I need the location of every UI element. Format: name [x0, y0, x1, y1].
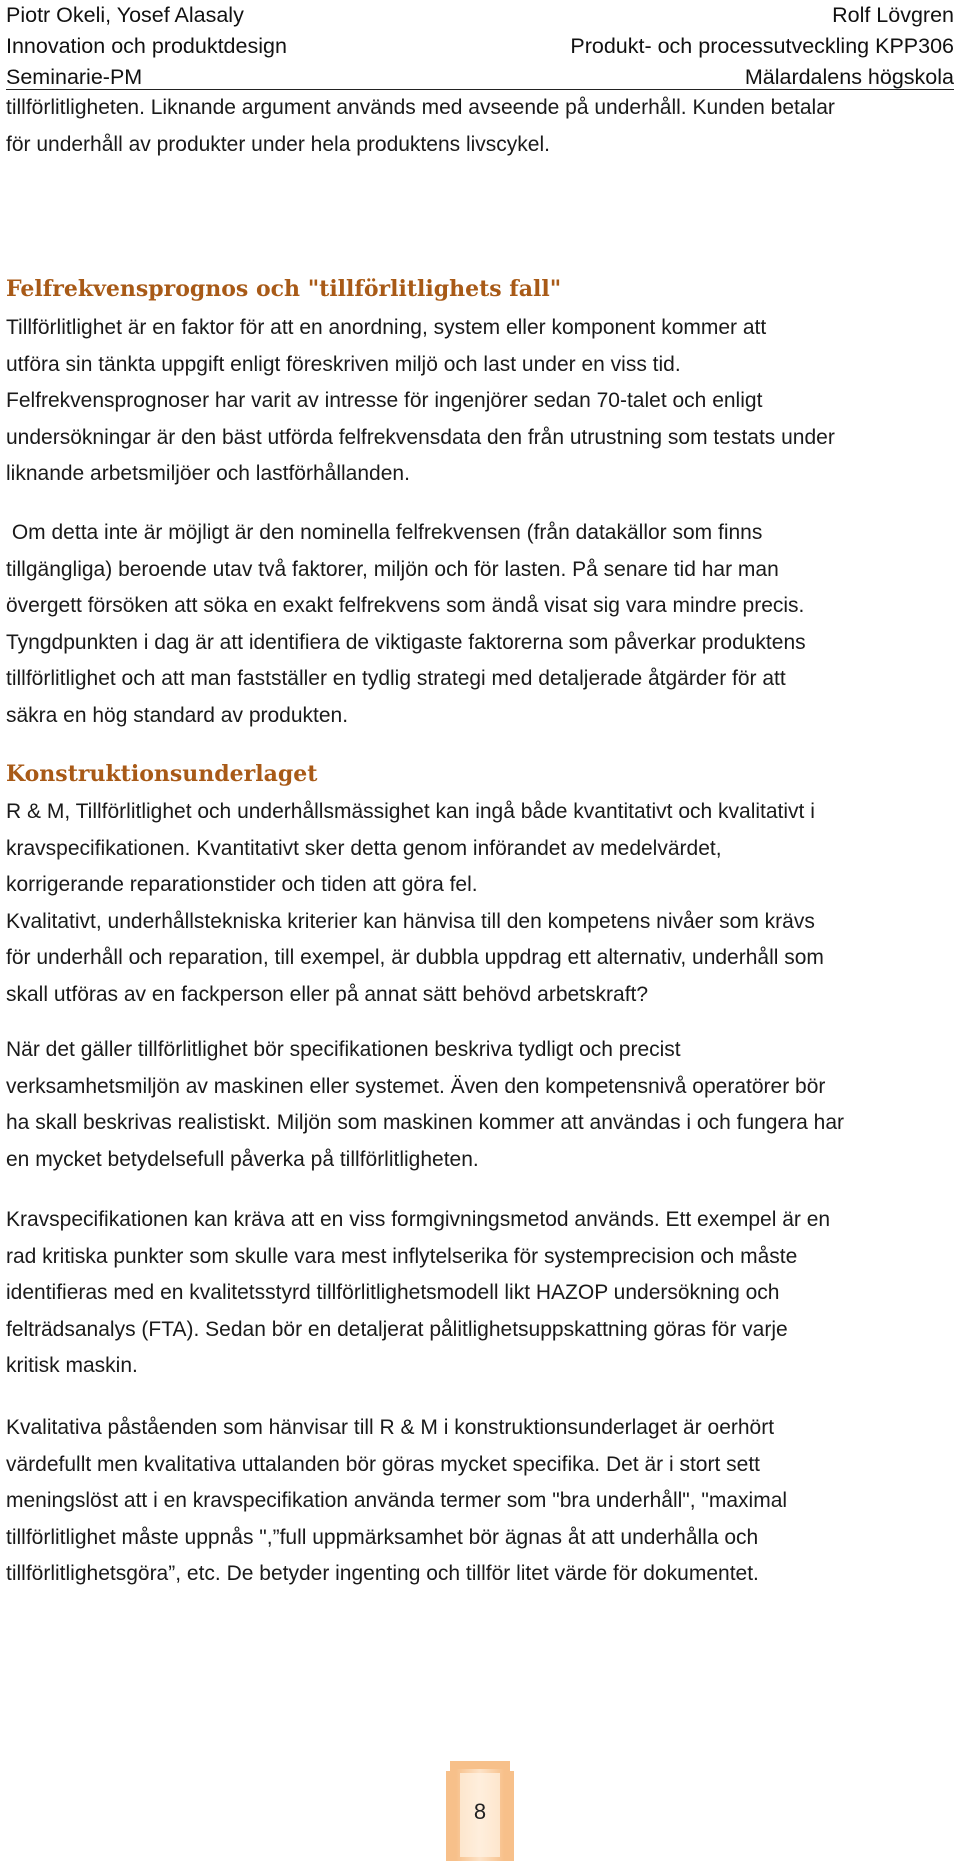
text-line: ha skall beskrivas realistiskt. Miljön som maskinen kommer att användas i och fungera har: [6, 1111, 845, 1135]
text-line: för underhåll av produkter under hela produktens livscykel.: [6, 132, 550, 156]
paragraph-tillforlitlighet: [6, 310, 835, 493]
text-line: rad kritiska punkter som skulle vara mest inflytelserika för systemprecision och måste: [6, 1244, 798, 1268]
text-line: övergett försöken att söka en exakt felfrekvens som ändå visat sig vara mindre precis.: [6, 594, 805, 618]
text-line: säkra en hög standard av produkten.: [6, 703, 349, 727]
text-line: för underhåll och reparation, till exempel, är dubbla uppdrag ett alternativ, underhåll som: [6, 946, 824, 970]
header-school: Mälardalens högskola: [744, 65, 954, 89]
text-line: felträdsanalys (FTA). Sedan bör en detaljerat pålitlighetsuppskattning göras för varje: [6, 1317, 788, 1341]
paragraph-r-and-m: [6, 794, 824, 1014]
paragraph-kravspecifikationen: [6, 1202, 830, 1385]
text-line: tillförlitlighet och att man fastställer en tydlig strategi med detaljerade åtgärder för att: [6, 667, 786, 691]
paragraph-specifikation: [6, 1032, 844, 1178]
text-line: undersökningar är den bäst utförda felfrekvensdata den från utrustning som testats under: [6, 425, 835, 449]
text-line: Kvalitativa påståenden som hänvisar till R & M i konstruktionsunderlaget är oerhört: [6, 1416, 775, 1439]
text-line: R & M, Tillförlitlighet och underhållsmässighet kan ingå både kvantitativt och kvalitativt i: [6, 800, 815, 823]
text-line: tillgängliga) beroende utav två faktorer, miljön och för lasten. På senare tid har man: [6, 557, 779, 581]
page-number: 8: [473, 1799, 487, 1824]
text-line: verksamhetsmiljön av maskinen eller systemet. Även den kompetensnivå operatörer bör: [6, 1074, 826, 1098]
text-line: Tillförlitlighet är en faktor för att en anordning, system eller komponent kommer att: [6, 316, 767, 339]
text-line: en mycket betydelsefull påverka på tillförlitligheten.: [6, 1147, 479, 1171]
text-line: Tyngdpunkten i dag är att identifiera de viktigaste faktorerna som påverkar produktens: [6, 630, 806, 654]
text-line: liknande arbetsmiljöer och lastförhållanden.: [6, 462, 410, 486]
text-line: tillförlitlighetsgöra”, etc. De betyder ingenting och tillför litet värde för dokumentet.: [6, 1562, 759, 1586]
section-heading-konstruktionsunderlaget: Konstruktionsunderlaget: [6, 761, 318, 787]
text-line: identifieras med en kvalitetsstyrd tillförlitlighetsmodell likt HAZOP undersökning och: [6, 1281, 780, 1305]
paragraph-nominella-felfrekvensen: [6, 515, 806, 735]
text-line: Felfrekvensprognoser har varit av intresse för ingenjörer sedan 70-talet och enligt: [6, 389, 763, 413]
text-line: Om detta inte är möjligt är den nominella felfrekvensen (från datakällor som finns: [6, 521, 763, 544]
header-authors: Piotr Okeli, Yosef Alasaly: [6, 3, 244, 27]
text-line: Kvalitativt, underhållstekniska kriterier kan hänvisa till den kompetens nivåer som krävs: [6, 909, 815, 933]
text-line: korrigerande reparationstider och tiden att göra fel.: [6, 873, 478, 897]
text-line: skall utföras av en fackperson eller på annat sätt behövd arbetskraft?: [6, 982, 649, 1006]
text-line: tillförlitlighet måste uppnås ",”full uppmärksamhet bör ägnas åt att underhålla och: [6, 1525, 759, 1549]
text-line: kravspecifikationen. Kvantitativt sker detta genom införandet av medelvärdet,: [6, 836, 722, 860]
header-program: Innovation och produktdesign: [6, 34, 287, 58]
header-advisor: Rolf Lövgren: [832, 3, 954, 27]
paragraph-continuation: [6, 90, 835, 163]
paragraph-kvalitativa-pastaenden: [6, 1410, 787, 1593]
header-document-type: Seminarie-PM: [6, 65, 143, 89]
text-line: värdefullt men kvalitativa uttalanden bör göras mycket specifika. Det är i stort sett: [6, 1452, 761, 1476]
page-header: [6, 0, 954, 92]
text-line: kritisk maskin.: [6, 1354, 138, 1378]
text-line: När det gäller tillförlitlighet bör specifikationen beskriva tydligt och precist: [6, 1038, 681, 1061]
text-line: Kravspecifikationen kan kräva att en viss formgivningsmetod används. Ett exempel är en: [6, 1208, 831, 1231]
section-heading-felfrekvensprognos: Felfrekvensprognos och "tillförlitlighets fall": [6, 276, 562, 302]
text-line: tillförlitligheten. Liknande argument används med avseende på underhåll. Kunden betalar: [6, 96, 835, 119]
text-line: meningslöst att i en kravspecifikation använda termer som "bra underhåll", "maximal: [6, 1489, 788, 1513]
text-line: utföra sin tänkta uppgift enligt föreskriven miljö och last under en viss tid.: [6, 352, 681, 376]
header-course: Produkt- och processutveckling KPP306: [570, 34, 954, 58]
page-number-badge: [446, 1761, 514, 1861]
